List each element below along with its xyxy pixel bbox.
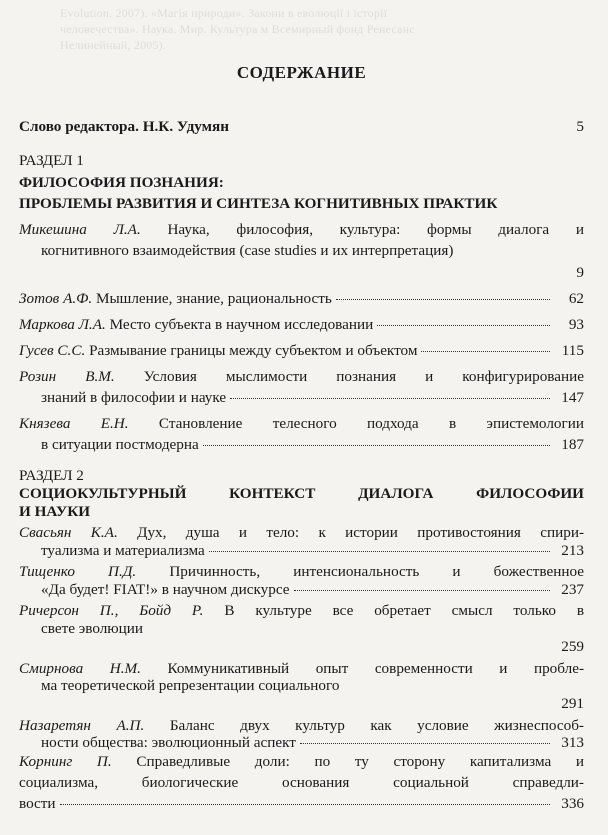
section-heading: СОЦИОКУЛЬТУРНЫЙ КОНТЕКСТ ДИАЛОГА ФИЛОСОФИИ (19, 485, 584, 502)
entry-author: Микешина Л.А. (19, 221, 141, 238)
toc-entry[interactable] (19, 314, 584, 335)
entry-title-cont: когнитивного взаимодействия (case studies и их интерпретация) (41, 242, 454, 259)
toc-entry-cont (19, 732, 584, 753)
entry-title: Мышление, знание, рациональность (92, 290, 332, 307)
entry-title-cont: ма теоретической репрезентации социального (41, 677, 340, 694)
toc-entry-page-row (19, 262, 584, 283)
toc-entry-cont (19, 540, 584, 561)
entry-title-cont: вости (19, 795, 56, 812)
leader-dots (294, 590, 551, 591)
entry-page: 5 (576, 118, 584, 135)
toc-entry-editor[interactable] (19, 116, 584, 137)
entry-title: Дух, душа и тело: к истории противостояния спири- (117, 524, 584, 541)
entry-title-cont: свете эволюции (41, 620, 144, 637)
toc-entry-page-row (19, 636, 584, 657)
section-label: РАЗДЕЛ 1 (19, 152, 84, 169)
entry-title: Причинность, интенсиональность и божественное (136, 563, 584, 580)
leader-dots (230, 398, 550, 399)
toc-entry-cont (19, 772, 584, 793)
entry-author: Князева Е.Н. (19, 415, 129, 432)
bleed-line: Нелинейный, 2005). (60, 38, 167, 52)
entry-author: Ричерсон П., Бойд Р. (19, 602, 204, 619)
entry-page: 147 (561, 389, 584, 406)
entry-page: 187 (561, 436, 584, 453)
bleed-line: человечества». Наука. Мир. Культура м Всемирный фонд Ренесанс (60, 22, 415, 36)
entry-title: Коммуникативный опыт современности и пробле- (140, 660, 584, 677)
entry-title-cont: социализма, биологические основания социальной справедли- (19, 774, 584, 791)
entry-author: Тищенко П.Д. (19, 563, 137, 580)
entry-page: 115 (561, 342, 584, 359)
entry-title: Место субъекта в научном исследовании (105, 316, 374, 333)
section-label: РАЗДЕЛ 2 (19, 467, 84, 484)
section-heading: И НАУКИ (19, 503, 91, 520)
entry-title-cont: знаний в философии и науке (41, 389, 227, 406)
bleed-line: Evolution. 2007). «Магія природи». Закони в еволюції і історії (60, 6, 388, 20)
leader-dots (421, 351, 550, 352)
toc-entry-cont (19, 793, 584, 814)
entry-author: Зотов А.Ф. (19, 290, 93, 307)
entry-page: 291 (561, 695, 584, 712)
entry-title-cont: туализма и материализма (41, 542, 205, 559)
entry-author: Маркова Л.А. (19, 316, 106, 333)
entry-author: Смирнова Н.М. (19, 660, 141, 677)
leader-dots (377, 325, 550, 326)
toc-entry-cont (19, 579, 584, 600)
entry-page: 313 (561, 734, 584, 751)
entry-title-cont: ности общества: эволюционный аспект (41, 734, 296, 751)
entry-page: 62 (568, 290, 584, 307)
entry-title: Размывание границы между субъектом и объектом (85, 342, 418, 359)
section-heading: ПРОБЛЕМЫ РАЗВИТИЯ И СИНТЕЗА КОГНИТИВНЫХ ПРАКТИК (19, 195, 498, 212)
leader-dots (60, 804, 550, 805)
leader-dots (336, 299, 550, 300)
entry-title: Слово редактора. Н.К. Удумян (19, 118, 229, 135)
toc-entry[interactable] (19, 413, 584, 434)
leader-dots (203, 445, 550, 446)
toc-entry-cont (19, 434, 584, 455)
leader-dots (209, 551, 550, 552)
entry-title: Условия мыслимости познания и конфигурирование (114, 368, 584, 385)
entry-page: 9 (576, 264, 584, 281)
entry-title: Становление телесного подхода в эпистемологии (128, 415, 584, 432)
entry-author: Назаретян А.П. (19, 717, 145, 734)
entry-author: Корнинг П. (19, 753, 112, 770)
entry-page: 93 (568, 316, 584, 333)
toc-entry-cont (19, 240, 584, 261)
toc-entry[interactable] (19, 340, 584, 361)
toc-entry-page-row (19, 693, 584, 714)
section-heading: ФИЛОСОФИЯ ПОЗНАНИЯ: (19, 174, 224, 191)
entry-page: 336 (561, 795, 584, 812)
entry-page: 237 (561, 581, 584, 598)
toc-entry-cont (19, 387, 584, 408)
entry-title-cont: в ситуации постмодерна (41, 436, 199, 453)
entry-title: Справедливые доли: по ту сторону капитализма и (111, 753, 584, 770)
entry-author: Розин В.М. (19, 368, 115, 385)
page-title: СОДЕРЖАНИЕ (236, 63, 367, 82)
entry-title: Баланс двух культур как условие жизнеспособ- (144, 717, 584, 734)
entry-title: Наука, философия, культура: формы диалога и (140, 221, 584, 238)
toc-entry[interactable] (19, 751, 584, 772)
entry-page: 259 (561, 638, 584, 655)
entry-page: 213 (561, 542, 584, 559)
toc-entry[interactable] (19, 288, 584, 309)
toc-entry[interactable] (19, 366, 584, 387)
leader-dots (300, 743, 550, 744)
entry-author: Гусев С.С. (19, 342, 86, 359)
entry-author: Свасьян К.А. (19, 524, 118, 541)
toc-entry[interactable] (19, 219, 584, 240)
entry-title: В культуре все обретает смысл только в (203, 602, 584, 619)
entry-title-cont: «Да будет! FIAT!» в научном дискурсе (41, 581, 290, 598)
